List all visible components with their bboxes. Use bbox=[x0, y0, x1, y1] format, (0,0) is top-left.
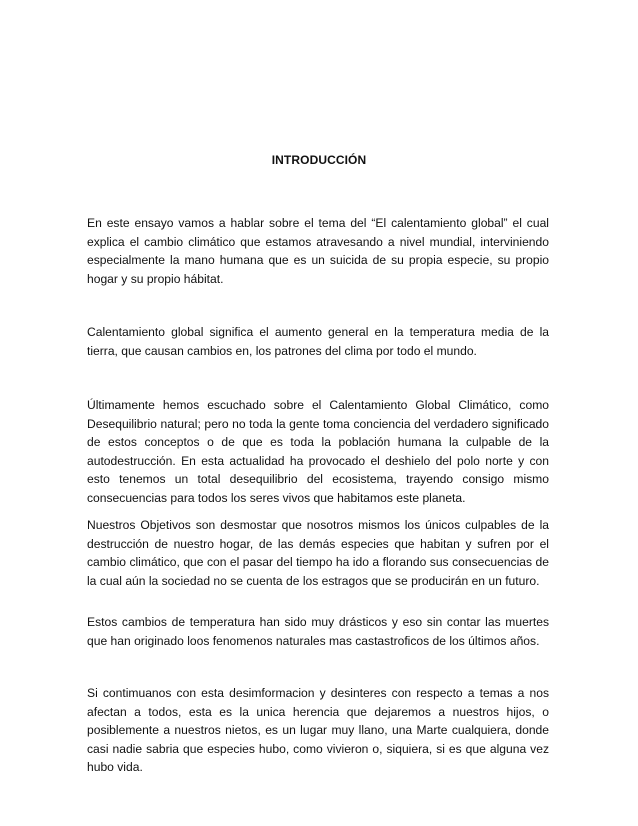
page-title: INTRODUCCIÓN bbox=[271, 153, 367, 167]
paragraph-definition: Calentamiento global significa el aumento general en la temperatura media de la tierra, que causan cambios en, los patrones del clima por todo el mundo. bbox=[87, 325, 549, 358]
paragraph-objectives: Nuestros Objetivos son desmostar que nosotros mismos los únicos culpables de la destrucción de nuestro hogar, de las demás especies que habitan y sufren por el cambio climático, que con el pasar del tiempo ha ido a florando sus consecuencias de la cual aún la sociedad no se cuenta de los estragos que se producirán en un futuro. bbox=[87, 518, 549, 588]
paragraph-intro: En este ensayo vamos a hablar sobre el tema del “El calentamiento global” el cual explica el cambio climático que estamos atravesando a nivel mundial, interviniendo especialmente la mano humana que es un suicida de su propia especie, su propio hogar y su propio hábitat. bbox=[87, 216, 549, 286]
paragraph-changes: Estos cambios de temperatura han sido muy drásticos y eso sin contar las muertes que han originado loos fenomenos naturales mas castastroficos de los últimos años. bbox=[87, 615, 549, 648]
paragraph-conclusion: Si contimuanos con esta desimformacion y desinteres con respecto a temas a nos afectan a todos, esta es la unica herencia que dejaremos a nuestros hijos, o posiblemente a nuestros nietos, es un lugar muy llano, una Marte cualquiera, donde casi nadie sabria que especies hubo, como vivieron o, siquiera, si es que alguna vez hubo vida. bbox=[87, 686, 549, 775]
paragraph-recent: Últimamente hemos escuchado sobre el Calentamiento Global Climático, como Desequilibrio natural; pero no toda la gente toma conciencia del verdadero significado de estos conceptos o de que es toda la población humana la culpable de la autodestrucción. En esta actualidad ha provocado el deshielo del polo norte y con esto tenemos un total desequilibrio del ecosistema, trayendo consigo mismo consecuencias para todos los seres vivos que habitamos este planeta. bbox=[87, 398, 549, 505]
